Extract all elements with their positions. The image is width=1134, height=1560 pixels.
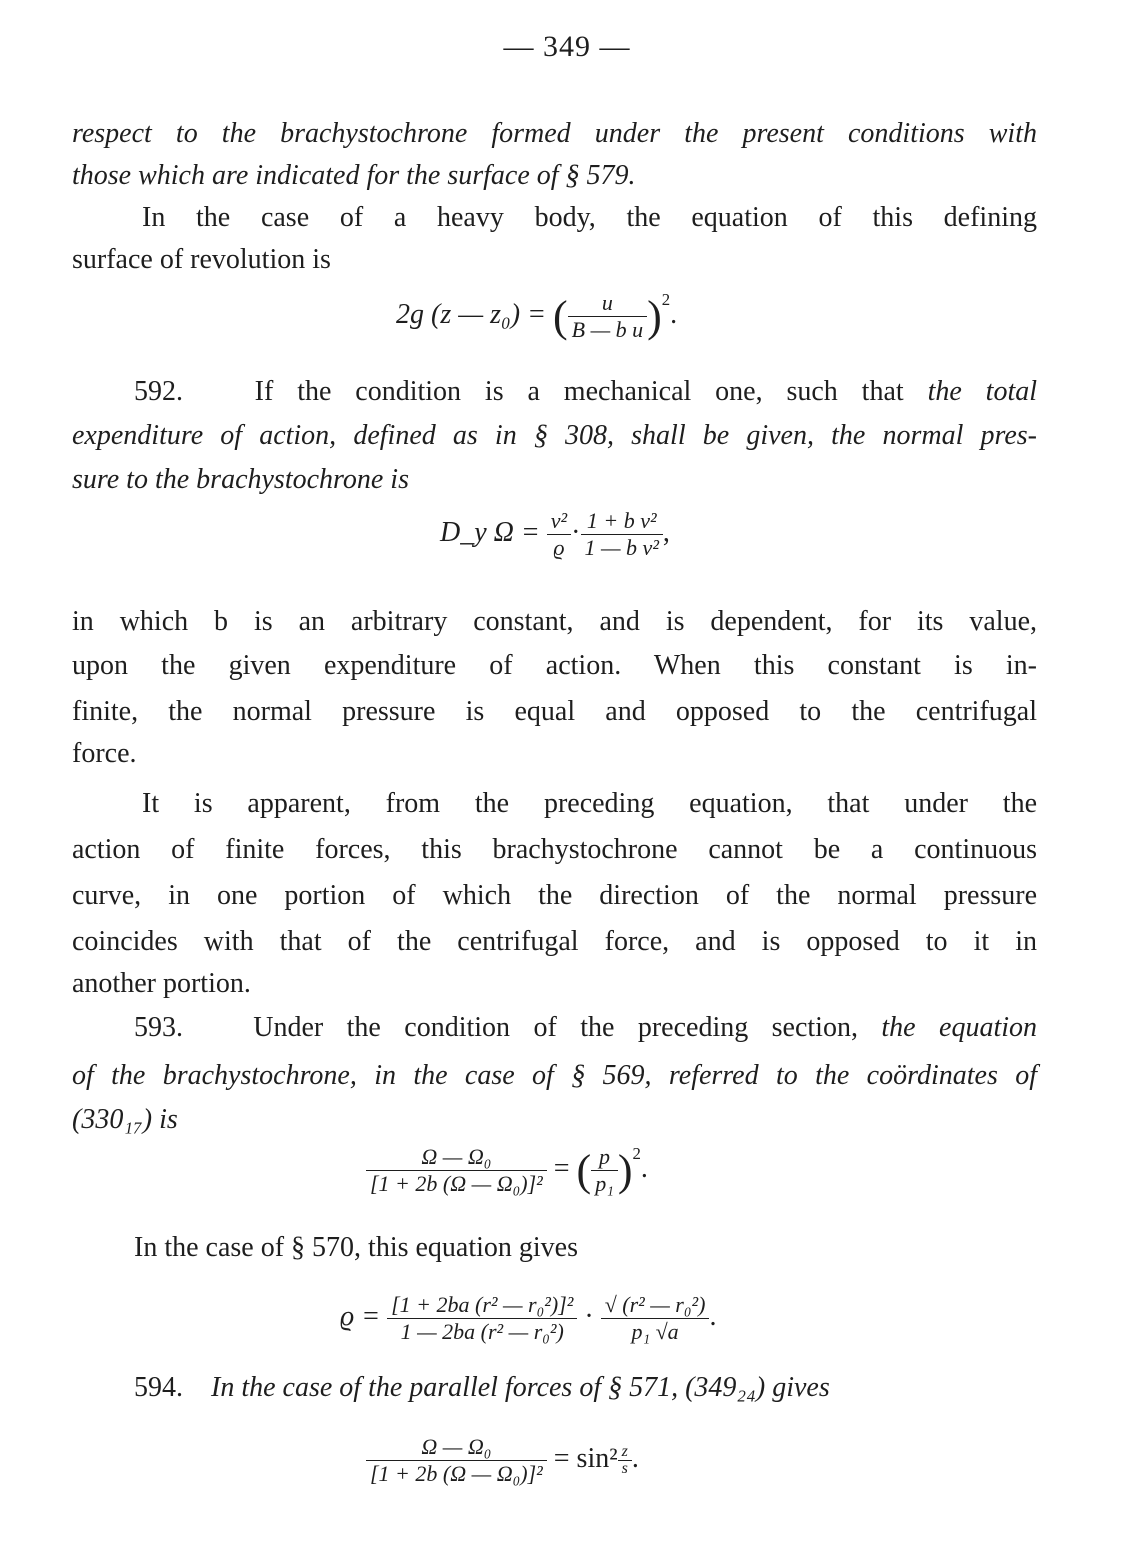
eq2-end: , (662, 516, 670, 548)
text-span-italic: In the case of the parallel forces of § 571, (349₂₄) gives (211, 1372, 830, 1403)
eq5-angle-fraction (618, 1444, 632, 1477)
text-line: coincides with that of the centrifugal force, and is opposed to it in (72, 926, 1037, 957)
equation-1 (396, 290, 677, 343)
text-line: action of finite forces, this brachystochrone cannot be a continuous (72, 834, 1037, 865)
dot-operator: · (571, 516, 581, 548)
text-span-italic: the total (927, 376, 1038, 407)
text-line: of the brachystochrone, in the case of § 569, referred to the coördinates of (72, 1060, 1037, 1091)
eq1-numerator: u (601, 290, 613, 316)
eq3-denominator: [1 + 2b (Ω — Ω₀)]² (366, 1170, 547, 1197)
paren-close: ) (617, 1146, 633, 1196)
text-line: (330₁₇) is (72, 1104, 178, 1135)
text-line (72, 1006, 1037, 1050)
text-line: respect to the brachystochrone formed under the present conditions with (72, 118, 1037, 149)
eq4-denominator-2: p₁ √a (601, 1318, 710, 1345)
eq4-fraction-1 (387, 1292, 577, 1345)
eq5-angle-denominator: s (618, 1460, 632, 1477)
paren-open: ( (552, 292, 568, 342)
section-number: 593. (134, 1012, 183, 1043)
eq4-end: . (709, 1300, 717, 1332)
text-line: In the case of a heavy body, the equation of this defining (142, 202, 1037, 233)
eq4-numerator-2: √ (r² — r₀²) (604, 1292, 706, 1317)
eq5-angle-numerator: z (621, 1443, 628, 1460)
eq2-denominator-2: 1 — b v² (581, 534, 663, 561)
eq2-denominator-1: ϱ (547, 534, 571, 561)
dot-operator: · (577, 1300, 601, 1332)
text-span-italic: the equation (881, 1012, 1038, 1043)
eq2-fraction-1 (547, 508, 571, 561)
eq2-numerator-1: v² (550, 508, 568, 533)
eq2-numerator-2: 1 + b v² (586, 508, 657, 533)
equation-2 (440, 508, 670, 561)
text-line: in which b is an arbitrary constant, and is dependent, for its value, (72, 606, 1037, 637)
equals-sign: = (546, 1153, 577, 1184)
text-line: another portion. (72, 968, 251, 999)
equation-5 (366, 1434, 639, 1487)
eq4-fraction-2 (601, 1292, 710, 1345)
eq5-end: . (631, 1442, 639, 1474)
eq3-numerator: Ω — Ω₀ (421, 1144, 492, 1170)
eq3-end: . (640, 1153, 648, 1184)
text-line: curve, in one portion of which the direction of the normal pressure (72, 880, 1037, 911)
page-number: — 349 — (503, 30, 631, 63)
text-span: Under the condition of the preceding section, (253, 1012, 858, 1043)
text-line: force. (72, 738, 137, 769)
eq4-denominator-1: 1 — 2ba (r² — r₀²) (387, 1318, 577, 1345)
equation-4 (340, 1292, 716, 1345)
text-line: expenditure of action, defined as in § 308, shall be given, the normal pres- (72, 420, 1037, 451)
eq3-ratio-numerator: p (599, 1144, 611, 1170)
eq2-fraction-2 (581, 508, 663, 561)
eq3-fraction (366, 1144, 547, 1197)
eq5-numerator: Ω — Ω₀ (421, 1434, 492, 1459)
text-line: upon the given expenditure of action. When this constant is in- (72, 650, 1037, 681)
eq5-fraction (366, 1434, 547, 1487)
text-line: finite, the normal pressure is equal and opposed to the centrifugal (72, 696, 1037, 727)
text-span: If the condition is a mechanical one, such that (254, 376, 904, 407)
paren-close: ) (647, 292, 662, 342)
eq2-lhs: D_y Ω = (440, 516, 540, 548)
paren-open: ( (576, 1146, 592, 1196)
eq1-fraction (568, 290, 648, 343)
eq3-ratio (591, 1144, 618, 1197)
text-line (72, 1366, 1037, 1410)
eq3-ratio-denominator: p₁ (591, 1170, 618, 1197)
text-line: In the case of § 570, this equation gives (134, 1232, 579, 1263)
eq4-numerator-1: [1 + 2ba (r² — r₀²)]² (391, 1292, 574, 1317)
eq4-lhs: ϱ = (340, 1300, 381, 1332)
section-number: 594. (134, 1372, 183, 1403)
eq1-lhs: 2g (z — z₀) = (396, 299, 546, 330)
eq1-exponent: 2 (661, 290, 671, 309)
eq1-end: . (670, 299, 678, 330)
eq1-denominator: B — b u (568, 316, 648, 343)
eq5-denominator: [1 + 2b (Ω — Ω₀)]² (366, 1460, 547, 1487)
text-line: It is apparent, from the preceding equation, that under the (142, 788, 1037, 819)
section-number: 592. (134, 376, 183, 407)
eq3-exponent: 2 (632, 1144, 641, 1163)
text-line: those which are indicated for the surface of § 579. (72, 160, 636, 191)
eq5-rhs: = sin² (553, 1442, 618, 1474)
equation-3 (366, 1144, 648, 1197)
text-line: sure to the brachystochrone is (72, 464, 409, 495)
text-line (72, 370, 1037, 414)
text-line: surface of revolution is (72, 244, 331, 275)
